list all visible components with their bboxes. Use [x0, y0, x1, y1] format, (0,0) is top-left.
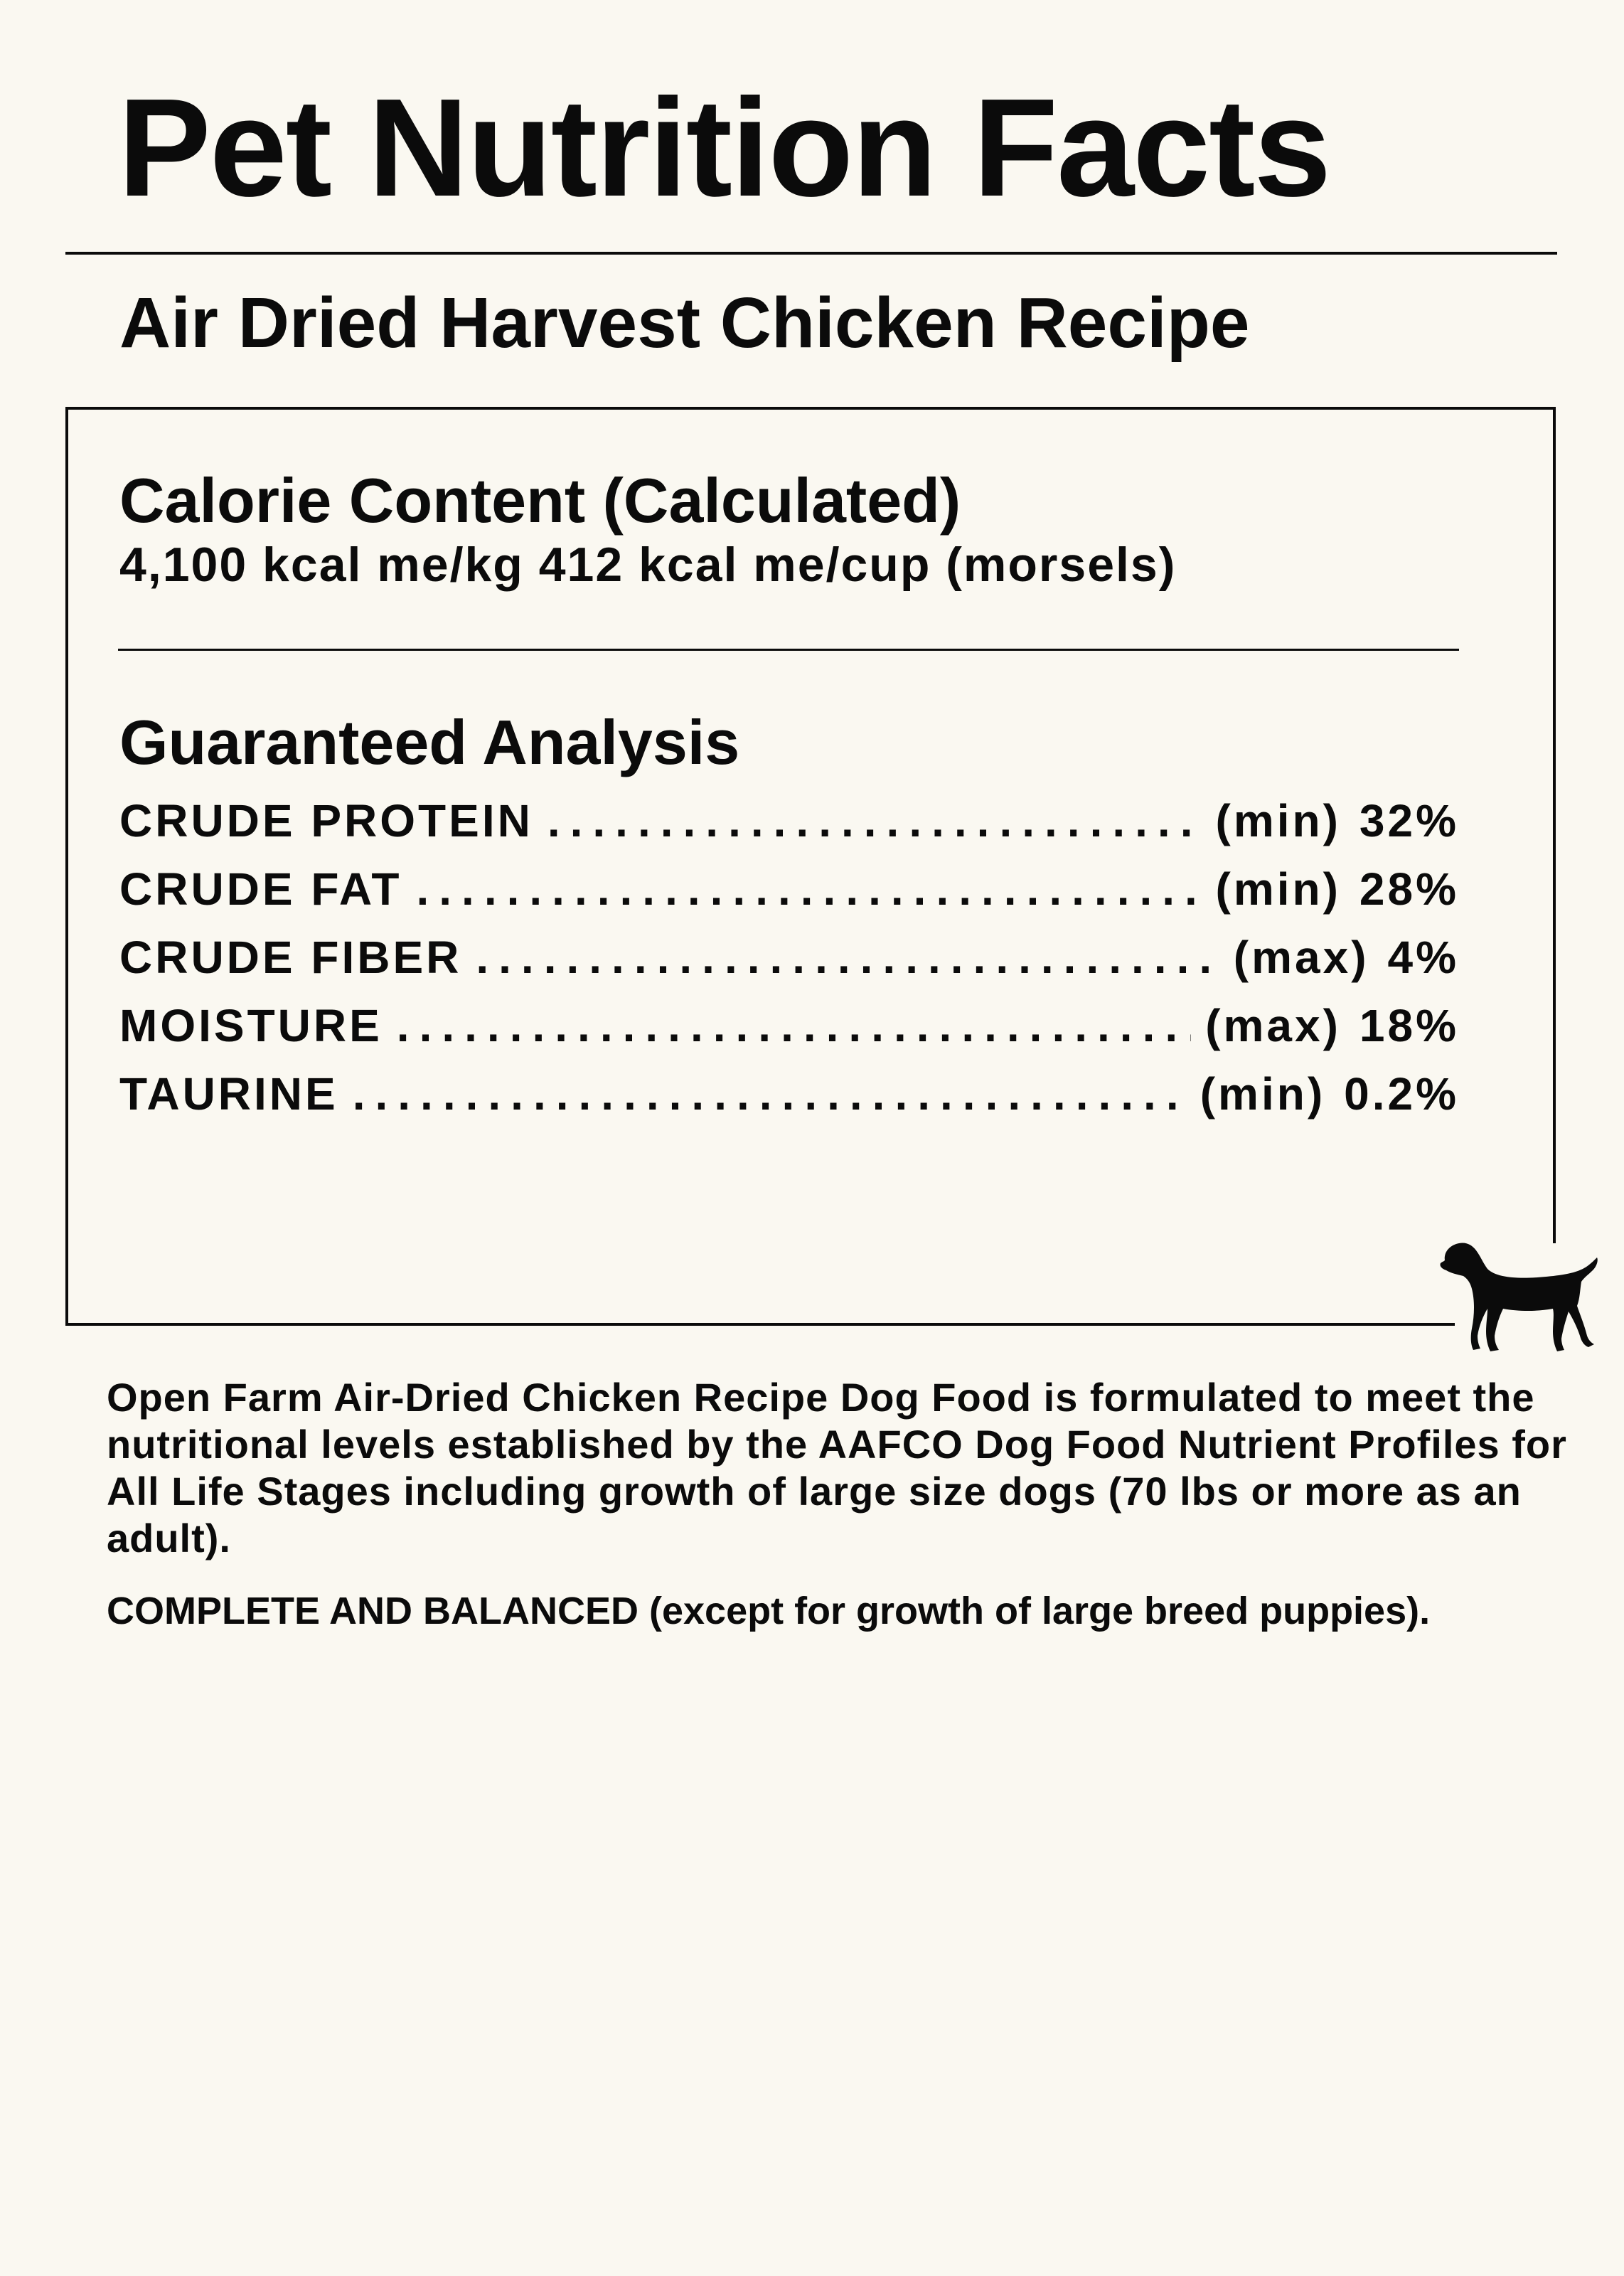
nutrient-name: CRUDE FIBER — [119, 932, 462, 983]
nutrient-qualifier: (max) — [1205, 1000, 1341, 1051]
analysis-row-moisture — [119, 1000, 1459, 1071]
nutrient-amount: 28% — [1359, 863, 1459, 915]
dot-leader — [476, 935, 1219, 980]
nutrient-name: MOISTURE — [119, 1000, 383, 1051]
section-divider — [118, 649, 1459, 651]
nutrient-qualifier: (max) — [1233, 932, 1369, 983]
guaranteed-analysis-heading: Guaranteed Analysis — [119, 707, 740, 777]
product-name: Air Dried Harvest Chicken Recipe — [119, 283, 1250, 363]
calorie-content-values: 4,100 kcal me/kg 412 kcal me/cup (morsels) — [119, 538, 1177, 592]
nutrient-name: CRUDE PROTEIN — [119, 795, 533, 846]
title-divider — [65, 252, 1557, 255]
nutrient-amount: 4% — [1387, 932, 1459, 983]
dot-leader — [547, 798, 1202, 844]
nutrient-qualifier: (min) — [1215, 795, 1341, 846]
dot-leader — [397, 1003, 1191, 1048]
nutrient-name: TAURINE — [119, 1068, 338, 1120]
dot-leader — [416, 866, 1201, 912]
nutrient-qualifier: (min) — [1200, 1068, 1326, 1120]
nutrient-name: CRUDE FAT — [119, 863, 402, 915]
calorie-content-heading: Calorie Content (Calculated) — [119, 465, 961, 536]
analysis-row-crude-fat — [119, 863, 1459, 935]
dog-silhouette-icon — [1431, 1229, 1601, 1357]
nutrient-amount: 18% — [1359, 1000, 1459, 1051]
nutrient-amount: 32% — [1359, 795, 1459, 846]
analysis-row-crude-fiber — [119, 932, 1459, 1003]
nutrient-qualifier: (min) — [1215, 863, 1341, 915]
analysis-row-crude-protein — [119, 795, 1459, 866]
dot-leader — [353, 1071, 1186, 1117]
complete-and-balanced-claim: COMPLETE AND BALANCED (except for growth of large breed puppies). — [107, 1590, 1431, 1632]
analysis-row-taurine — [119, 1068, 1459, 1139]
page-title: Pet Nutrition Facts — [118, 70, 1330, 225]
guaranteed-analysis-list — [119, 795, 1459, 1139]
aafco-statement: Open Farm Air-Dried Chicken Recipe Dog Food is formulated to meet the nutritional levels established by the AAFCO Dog Food Nutrient Profiles for All Life Stages including growth of large size dogs (70 lbs or more as an adult). — [107, 1375, 1567, 1560]
nutrient-amount: 0.2% — [1344, 1068, 1459, 1120]
